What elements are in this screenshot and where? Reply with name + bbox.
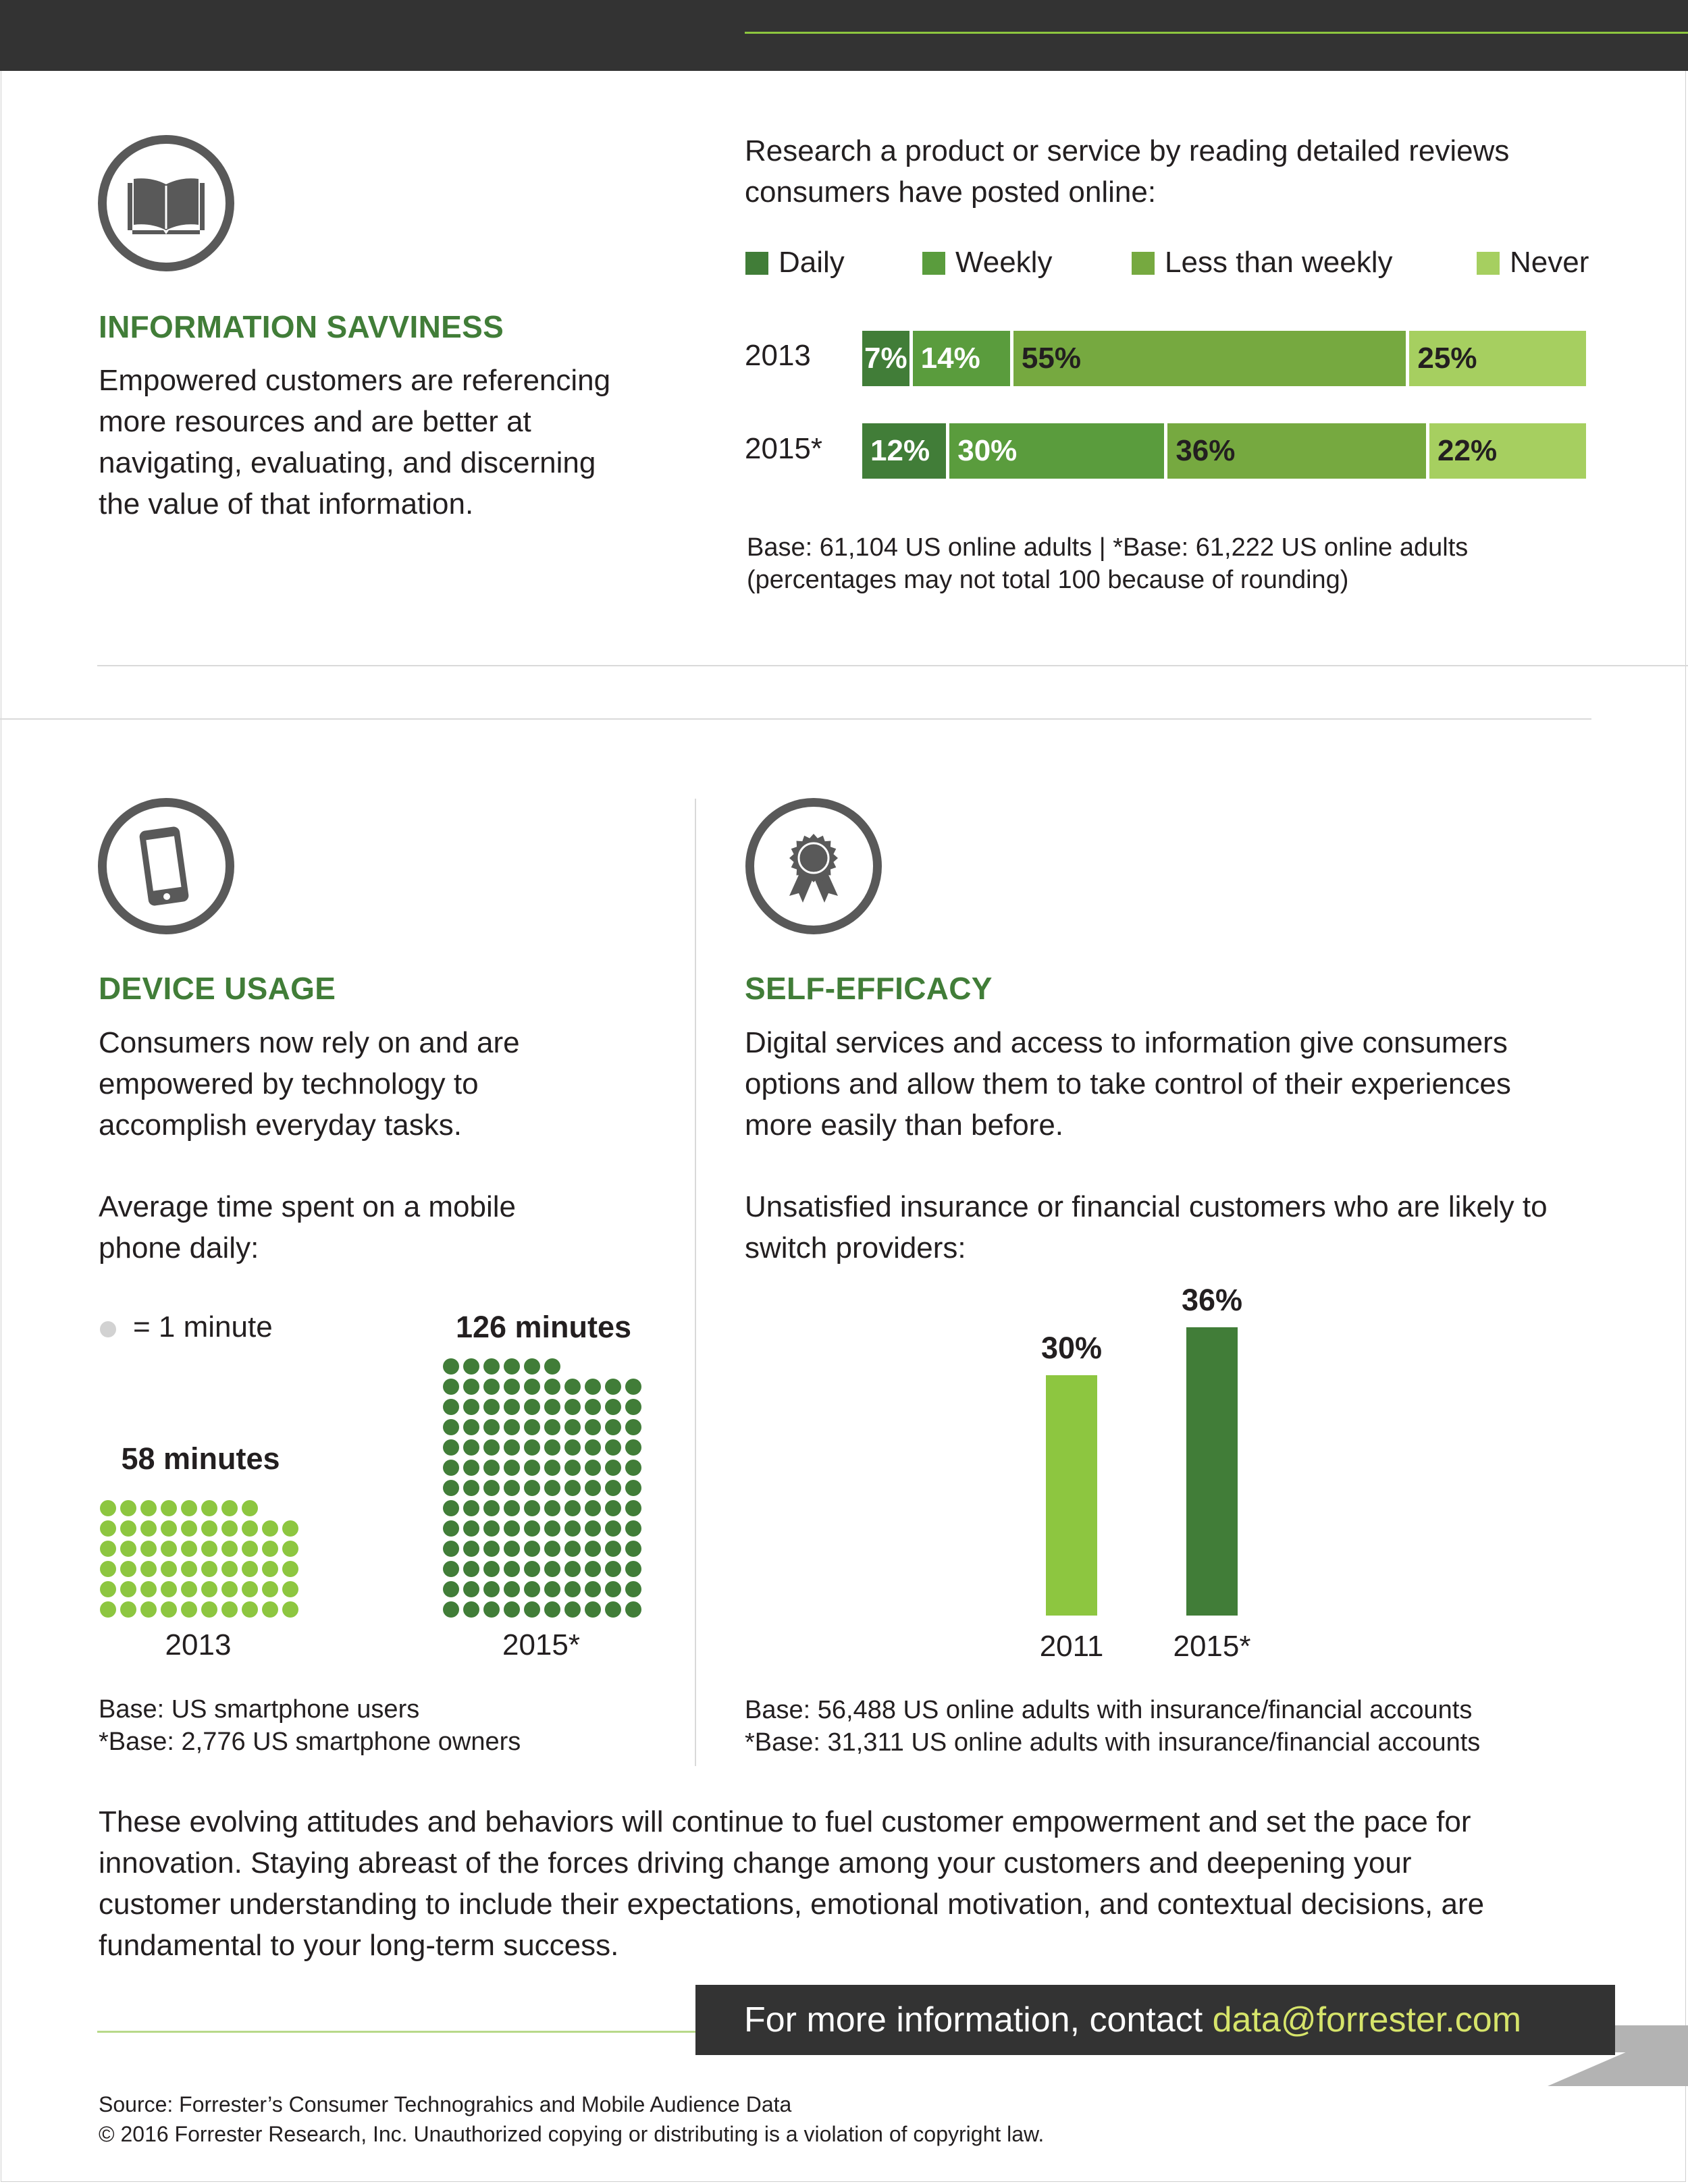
minute-dot-2013 [282, 1601, 298, 1618]
info-savviness-heading: INFORMATION SAVVINESS [99, 309, 504, 344]
minute-dot-2013 [242, 1520, 258, 1537]
minute-dot-2015 [504, 1399, 520, 1415]
minute-dot-2015 [463, 1358, 479, 1375]
minute-dot-2015 [544, 1480, 560, 1496]
minute-dot-2015 [625, 1601, 641, 1618]
closing-paragraph [99, 1801, 1484, 1966]
legend-label-daily: Daily [779, 246, 845, 279]
minute-dot-2013 [221, 1541, 238, 1557]
minute-dot-2013 [140, 1561, 157, 1577]
minute-dot-2013 [201, 1541, 217, 1557]
minute-dot-2015 [483, 1379, 500, 1395]
minute-dot-2013 [181, 1500, 197, 1516]
minute-dot-2015 [483, 1358, 500, 1375]
minute-dot-2015 [443, 1541, 459, 1557]
minute-dot-2015 [524, 1480, 540, 1496]
top-banner [0, 0, 1688, 71]
minute-dot-2015 [625, 1520, 641, 1537]
minute-dot-2015 [504, 1601, 520, 1618]
minute-dot-2015 [564, 1601, 581, 1618]
bar-2015 [1186, 1327, 1238, 1616]
minute-dot-2013 [262, 1541, 278, 1557]
pictogram-unit-legend: = 1 minute [133, 1310, 273, 1343]
minute-dot-2013 [282, 1561, 298, 1577]
minute-dot-2015 [625, 1379, 641, 1395]
minute-dot-2015 [605, 1379, 621, 1395]
minute-dot-2013 [181, 1561, 197, 1577]
minute-dot-2015 [605, 1581, 621, 1597]
minute-dot-2015 [625, 1439, 641, 1456]
minute-dot-2015 [605, 1561, 621, 1577]
legend-swatch-less-than-weekly [1132, 252, 1155, 275]
bar-segment-daily-2013: 7% [862, 331, 909, 386]
contact-accent-line [97, 2031, 698, 2033]
minute-dot-2015 [504, 1379, 520, 1395]
minute-dot-2013 [100, 1601, 116, 1618]
reviews-base-line: Base: 61,104 US online adults | *Base: 61,222 US online adults [747, 533, 1469, 562]
minute-dot-2015 [524, 1358, 540, 1375]
minute-dot-2015 [524, 1379, 540, 1395]
minute-dot-2015 [524, 1601, 540, 1618]
minute-dot-2015 [443, 1561, 459, 1577]
minute-dot-2015 [524, 1581, 540, 1597]
device-usage-text [99, 1022, 520, 1146]
minute-dot-2015 [524, 1561, 540, 1577]
reviews-base-line: (percentages may not total 100 because of rounding) [747, 566, 1349, 594]
minute-dot-2015 [544, 1581, 560, 1597]
bar-segment-never-2015: 22% [1429, 423, 1586, 479]
minutes-2013-label: 58 minutes [121, 1441, 280, 1476]
info-savviness-text [99, 360, 610, 525]
legend-label-never: Never [1510, 246, 1589, 279]
book-icon [98, 135, 234, 271]
minute-dot-2013 [262, 1561, 278, 1577]
bar-segment-weekly-2013: 14% [913, 331, 1010, 386]
minute-dot-2015 [443, 1399, 459, 1415]
self-efficacy-question-line: switch providers: [745, 1231, 966, 1264]
self-efficacy-line: options and allow them to take control of their experiences [745, 1067, 1511, 1100]
minute-dot-2015 [585, 1399, 601, 1415]
minute-dot-2015 [585, 1379, 601, 1395]
section-divider [97, 665, 1688, 666]
minute-dot-2013 [100, 1520, 116, 1537]
minute-dot-2013 [120, 1561, 136, 1577]
minute-dot-2015 [625, 1460, 641, 1476]
minute-dot-2013 [242, 1541, 258, 1557]
self-efficacy-question-line: Unsatisfied insurance or financial customers who are likely to [745, 1190, 1548, 1223]
minute-dot-2015 [524, 1419, 540, 1435]
device-usage-question [99, 1186, 516, 1269]
minute-dot-2015 [564, 1561, 581, 1577]
minute-dot-2015 [605, 1399, 621, 1415]
minute-dot-2013 [161, 1520, 177, 1537]
top-accent-line [745, 32, 1688, 34]
minute-dot-2015 [605, 1480, 621, 1496]
minute-dot-2013 [161, 1541, 177, 1557]
closing-line: customer understanding to include their expectations, emotional motivation, and contextual decisions, are [99, 1888, 1485, 1921]
minute-dot-2015 [443, 1480, 459, 1496]
reviews-chart-title-line: Research a product or service by reading detailed reviews [745, 134, 1510, 167]
minute-dot-2015 [625, 1480, 641, 1496]
minute-dot-2015 [524, 1399, 540, 1415]
minute-dot-2015 [504, 1561, 520, 1577]
legend-label-weekly: Weekly [955, 246, 1053, 279]
info-savviness-line: navigating, evaluating, and discerning [99, 446, 596, 479]
minute-dot-2015 [463, 1480, 479, 1496]
self-efficacy-line: Digital services and access to information give consumers [745, 1026, 1508, 1059]
minute-dot-2015 [564, 1419, 581, 1435]
pictogram-category-2015: 2015* [502, 1628, 580, 1661]
minute-dot-2015 [605, 1601, 621, 1618]
minute-dot-2013 [161, 1500, 177, 1516]
minute-dot-2015 [605, 1541, 621, 1557]
minute-dot-2015 [564, 1460, 581, 1476]
minute-dot-2015 [544, 1601, 560, 1618]
self-efficacy-text [745, 1022, 1511, 1146]
efficacy-base-line: *Base: 31,311 US online adults with insurance/financial accounts [745, 1728, 1481, 1757]
contact-prefix: For more information, contact [744, 2000, 1213, 2040]
footer [99, 2089, 1044, 2149]
minute-dot-2015 [443, 1358, 459, 1375]
minute-dot-2015 [504, 1358, 520, 1375]
self-efficacy-heading: SELF-EFFICACY [745, 971, 993, 1006]
minute-dot-2013 [262, 1520, 278, 1537]
legend-swatch-daily [745, 252, 768, 275]
minute-dot-2015 [625, 1399, 641, 1415]
minute-dot-2013 [140, 1581, 157, 1597]
bar-value-label: 30% [1040, 1331, 1103, 1366]
minute-dot-2013 [120, 1581, 136, 1597]
device-base-line: *Base: 2,776 US smartphone owners [99, 1728, 521, 1756]
minute-dot-2013 [161, 1581, 177, 1597]
minute-dot-2015 [544, 1419, 560, 1435]
minute-dot-2015 [564, 1541, 581, 1557]
minute-dot-2015 [564, 1439, 581, 1456]
minute-dot-2013 [161, 1601, 177, 1618]
minute-dot-2013 [221, 1601, 238, 1618]
minute-dot-2015 [443, 1379, 459, 1395]
minute-dot-2013 [201, 1601, 217, 1618]
section-divider [0, 718, 1591, 720]
minute-dot-2015 [463, 1520, 479, 1537]
minute-dot-2015 [483, 1460, 500, 1476]
minute-dot-2015 [564, 1500, 581, 1516]
reviews-chart-title [745, 130, 1509, 213]
device-usage-line: empowered by technology to [99, 1067, 479, 1100]
minute-dot-2015 [544, 1399, 560, 1415]
minute-dot-2015 [483, 1480, 500, 1496]
minute-dot-2015 [524, 1520, 540, 1537]
reviews-base-note [747, 531, 1468, 596]
device-base-line: Base: US smartphone users [99, 1695, 420, 1724]
minute-dot-2013 [262, 1601, 278, 1618]
minute-dot-2015 [544, 1541, 560, 1557]
efficacy-base-line: Base: 56,488 US online adults with insurance/financial accounts [745, 1696, 1473, 1724]
minute-dot-2013 [242, 1601, 258, 1618]
minute-dot-2015 [504, 1439, 520, 1456]
minute-dot-2013 [120, 1520, 136, 1537]
minute-dot-2015 [585, 1480, 601, 1496]
minute-dot-2013 [242, 1561, 258, 1577]
minute-dot-2015 [524, 1439, 540, 1456]
minute-dot-2015 [585, 1520, 601, 1537]
minute-dot-2013 [201, 1520, 217, 1537]
minute-dot-2015 [443, 1581, 459, 1597]
closing-line: innovation. Staying abreast of the forces driving change among your customers and deepening your [99, 1846, 1412, 1880]
minute-dot-2015 [483, 1581, 500, 1597]
minute-dot-2015 [544, 1358, 560, 1375]
minute-dot-2015 [625, 1500, 641, 1516]
efficacy-base-note [745, 1694, 1480, 1759]
minute-dot-2015 [463, 1561, 479, 1577]
bar-value-label: 36% [1181, 1283, 1243, 1317]
minute-dot-2015 [585, 1541, 601, 1557]
info-savviness-line: the value of that information. [99, 487, 474, 521]
minute-dot-2015 [625, 1581, 641, 1597]
award-ribbon-icon [745, 798, 882, 934]
minute-dot-2015 [524, 1500, 540, 1516]
minute-dot-2015 [625, 1541, 641, 1557]
minute-dot-2015 [443, 1500, 459, 1516]
minute-dot-2015 [544, 1379, 560, 1395]
category-label-2015: 2015* [745, 432, 823, 465]
minute-dot-2013 [201, 1561, 217, 1577]
minute-dot-2015 [585, 1419, 601, 1435]
minute-dot-2015 [483, 1541, 500, 1557]
minute-dot-2015 [605, 1500, 621, 1516]
legend-swatch-never [1477, 252, 1500, 275]
minute-dot-2013 [140, 1541, 157, 1557]
minute-dot-2015 [463, 1399, 479, 1415]
reviews-chart-title-line: consumers have posted online: [745, 176, 1157, 209]
info-savviness-line: more resources and are better at [99, 405, 531, 438]
bar-segment-never-2013: 25% [1409, 331, 1586, 386]
minute-dot-2013 [282, 1520, 298, 1537]
minutes-2015-label: 126 minutes [455, 1310, 632, 1344]
bar-segment-weekly-2015: 30% [949, 423, 1164, 479]
minute-dot-2013 [120, 1601, 136, 1618]
bar-segment-daily-2015: 12% [862, 423, 946, 479]
minute-dot-2015 [504, 1480, 520, 1496]
minute-dot-2015 [544, 1520, 560, 1537]
minute-dot-2015 [564, 1379, 581, 1395]
minute-dot-2015 [443, 1419, 459, 1435]
minute-dot-2013 [221, 1561, 238, 1577]
legend-swatch-weekly [922, 252, 945, 275]
footer-copyright: © 2016 Forrester Research, Inc. Unauthorized copying or distributing is a violation of copyright law. [99, 2122, 1045, 2146]
minute-dot-2015 [564, 1581, 581, 1597]
minute-dot-2015 [585, 1500, 601, 1516]
minute-dot-2015 [504, 1500, 520, 1516]
minute-dot-2015 [483, 1561, 500, 1577]
device-usage-line: Consumers now rely on and are [99, 1026, 520, 1059]
minute-dot-2013 [201, 1581, 217, 1597]
minute-dot-2015 [504, 1541, 520, 1557]
minute-dot-2013 [181, 1520, 197, 1537]
self-efficacy-line: more easily than before. [745, 1109, 1064, 1142]
minute-dot-2015 [524, 1460, 540, 1476]
contact-banner [695, 1985, 1615, 2055]
minute-dot-2015 [585, 1601, 601, 1618]
legend-dot [100, 1321, 116, 1337]
contact-email-link[interactable]: data@forrester.com [1212, 2000, 1522, 2040]
minute-dot-2015 [605, 1520, 621, 1537]
minute-dot-2013 [242, 1500, 258, 1516]
info-savviness-line: Empowered customers are referencing [99, 364, 611, 397]
minute-dot-2015 [463, 1439, 479, 1456]
device-usage-question-line: Average time spent on a mobile [99, 1190, 516, 1223]
minute-dot-2013 [100, 1500, 116, 1516]
device-usage-line: accomplish everyday tasks. [99, 1109, 462, 1142]
minute-dot-2013 [282, 1541, 298, 1557]
minute-dot-2015 [483, 1439, 500, 1456]
minute-dot-2015 [544, 1460, 560, 1476]
minute-dot-2013 [100, 1541, 116, 1557]
minute-dot-2015 [544, 1500, 560, 1516]
minute-dot-2015 [463, 1379, 479, 1395]
pictogram-category-2013: 2013 [165, 1628, 232, 1661]
device-base-note [99, 1693, 521, 1758]
minute-dot-2013 [181, 1541, 197, 1557]
minute-dot-2015 [463, 1460, 479, 1476]
device-usage-heading: DEVICE USAGE [99, 971, 336, 1006]
smartphone-icon [98, 798, 234, 934]
minute-dot-2013 [100, 1581, 116, 1597]
minute-dot-2013 [201, 1500, 217, 1516]
minute-dot-2013 [140, 1520, 157, 1537]
minute-dot-2013 [221, 1520, 238, 1537]
self-efficacy-question [745, 1186, 1548, 1269]
minute-dot-2015 [605, 1419, 621, 1435]
minute-dot-2015 [504, 1581, 520, 1597]
minute-dot-2013 [120, 1500, 136, 1516]
minute-dot-2015 [605, 1460, 621, 1476]
legend-label-less-than-weekly: Less than weekly [1165, 246, 1393, 279]
minute-dot-2015 [625, 1561, 641, 1577]
device-usage-question-line: phone daily: [99, 1231, 259, 1264]
minute-dot-2015 [483, 1520, 500, 1537]
minute-dot-2015 [504, 1419, 520, 1435]
minute-dot-2015 [544, 1561, 560, 1577]
minute-dot-2013 [282, 1581, 298, 1597]
minute-dot-2013 [181, 1581, 197, 1597]
minute-dot-2015 [605, 1439, 621, 1456]
minute-dot-2013 [221, 1500, 238, 1516]
minute-dot-2015 [443, 1601, 459, 1618]
minute-dot-2015 [504, 1520, 520, 1537]
bar-category-label: 2011 [1039, 1630, 1104, 1663]
minute-dot-2015 [463, 1419, 479, 1435]
minute-dot-2015 [564, 1520, 581, 1537]
minute-dot-2015 [443, 1439, 459, 1456]
minute-dot-2015 [585, 1561, 601, 1577]
minute-dot-2015 [625, 1419, 641, 1435]
minute-dot-2015 [463, 1581, 479, 1597]
minute-dot-2015 [564, 1480, 581, 1496]
minute-dot-2015 [483, 1601, 500, 1618]
minute-dot-2015 [585, 1581, 601, 1597]
minute-dot-2015 [483, 1500, 500, 1516]
bar-2011 [1046, 1375, 1097, 1616]
category-label-2013: 2013 [745, 339, 811, 372]
minute-dot-2013 [120, 1541, 136, 1557]
minute-dot-2015 [564, 1399, 581, 1415]
minute-dot-2015 [463, 1541, 479, 1557]
minute-dot-2013 [181, 1601, 197, 1618]
minute-dot-2015 [443, 1460, 459, 1476]
minute-dot-2015 [585, 1460, 601, 1476]
bar-segment-less-than-weekly-2015: 36% [1167, 423, 1426, 479]
bar-segment-less-than-weekly-2013: 55% [1013, 331, 1406, 386]
minute-dot-2013 [242, 1581, 258, 1597]
minute-dot-2013 [161, 1561, 177, 1577]
minute-dot-2013 [100, 1561, 116, 1577]
footer-source: Source: Forrester’s Consumer Technograhics and Mobile Audience Data [99, 2092, 792, 2116]
bar-category-label: 2015* [1173, 1630, 1251, 1663]
minute-dot-2015 [544, 1439, 560, 1456]
minute-dot-2015 [463, 1500, 479, 1516]
closing-line: These evolving attitudes and behaviors will continue to fuel customer empowerment and set the pace for [99, 1805, 1471, 1838]
minute-dot-2013 [262, 1581, 278, 1597]
minute-dot-2015 [504, 1460, 520, 1476]
minute-dot-2015 [585, 1439, 601, 1456]
minute-dot-2015 [443, 1520, 459, 1537]
minute-dot-2015 [483, 1399, 500, 1415]
minute-dot-2013 [140, 1500, 157, 1516]
minute-dot-2015 [483, 1419, 500, 1435]
column-divider [695, 799, 696, 1766]
minute-dot-2013 [140, 1601, 157, 1618]
minute-dot-2015 [524, 1541, 540, 1557]
closing-line: fundamental to your long-term success. [99, 1929, 619, 1962]
minute-dot-2013 [221, 1581, 238, 1597]
minute-dot-2015 [463, 1601, 479, 1618]
